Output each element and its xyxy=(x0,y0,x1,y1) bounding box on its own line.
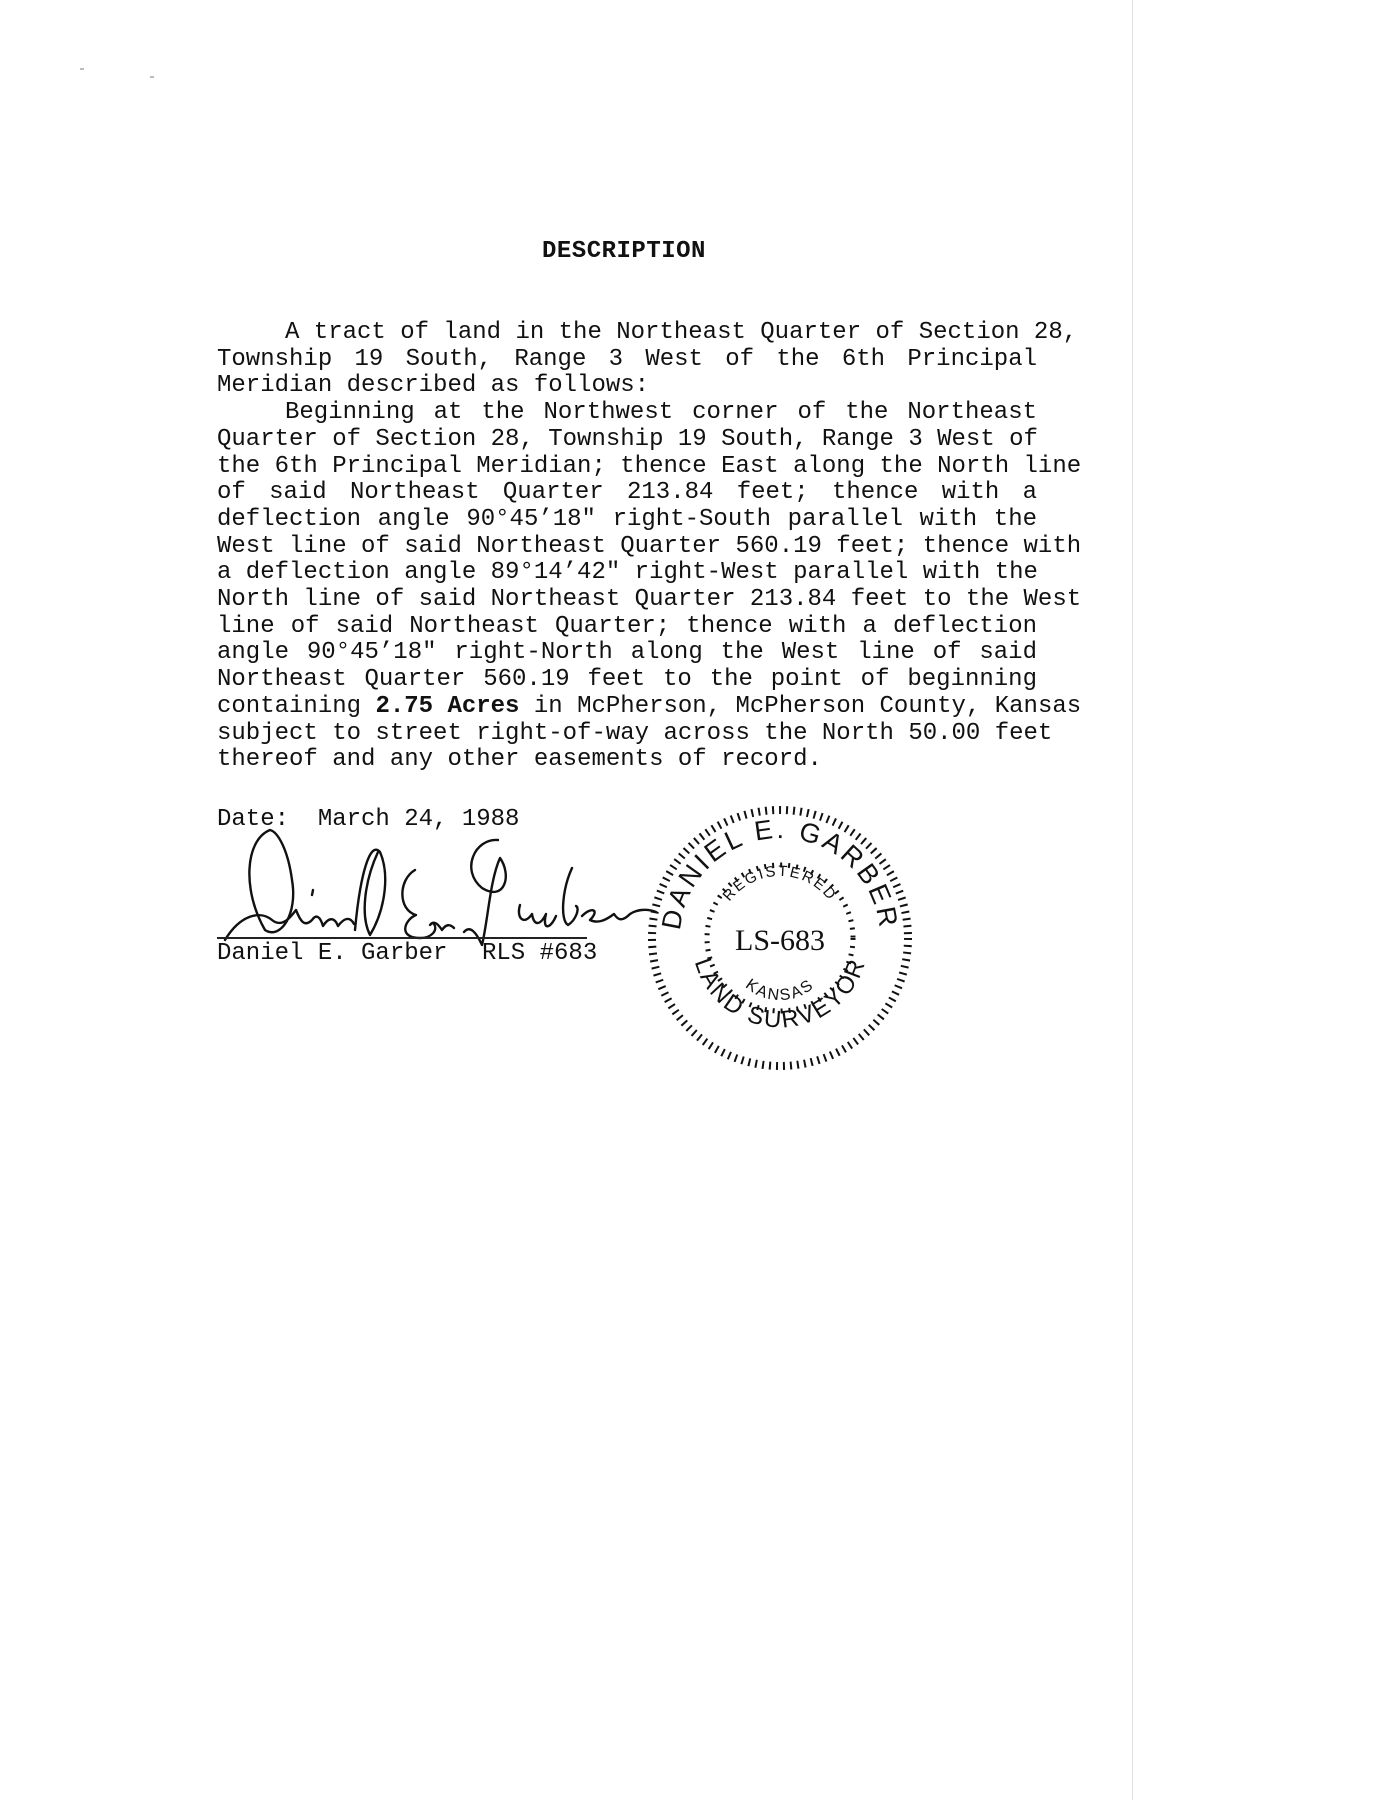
containing-prefix: containing xyxy=(217,692,376,720)
paragraph-line: Northeast Quarter 560.19 feet to the point of beginning xyxy=(217,666,1037,694)
acreage: 2.75 Acres xyxy=(375,692,520,720)
paragraph-line: deflection angle 90°45’18" right-South parallel with the xyxy=(217,505,1037,533)
paragraph-line: A tract of land in the Northeast Quarter of Section 28, xyxy=(285,319,1078,346)
paragraph-line: thereof and any other easements of record. xyxy=(217,746,822,774)
paragraph-line: angle 90°45’18" right-North along the West line of said xyxy=(217,639,1037,667)
handwritten-signature xyxy=(220,820,660,950)
page-edge-line xyxy=(1132,0,1133,1800)
seal-top-inner-text: REGISTERED xyxy=(719,862,841,905)
paragraph-line: North line of said Northeast Quarter 213.84 feet to the West xyxy=(217,586,1082,614)
paragraph-line: the 6th Principal Meridian; thence East along the North line xyxy=(217,452,1082,480)
svg-text:REGISTERED xyxy=(720,863,841,905)
legal-description xyxy=(217,319,1082,774)
paragraph-line: subject to street right-of-way across the North 50.00 feet xyxy=(217,719,1053,747)
signer-license: RLS #683 xyxy=(482,940,598,967)
paragraph-line: Township 19 South, Range 3 West of the 6th Principal xyxy=(217,345,1037,373)
document-title: DESCRIPTION xyxy=(542,238,706,265)
surveyor-seal xyxy=(640,798,920,1078)
paragraph-line: a deflection angle 89°14’42" right-West parallel with the xyxy=(217,559,1038,587)
date-line: Date: March 24, 1988 xyxy=(217,806,520,833)
seal-outer-text: DANIEL E. GARBER xyxy=(656,813,904,932)
paragraph-line: West line of said Northeast Quarter 560.19 feet; thence with xyxy=(217,532,1082,560)
paragraph-line: of said Northeast Quarter 213.84 feet; thence with a xyxy=(217,479,1037,507)
paragraph-line: Quarter of Section 28, Township 19 South, Range 3 West of xyxy=(217,425,1038,453)
signer-name: Daniel E. Garber xyxy=(217,940,448,967)
scan-speck xyxy=(150,76,154,78)
paragraph-line: line of said Northeast Quarter; thence with a deflection xyxy=(217,612,1037,640)
containing-suffix: in McPherson, McPherson County, Kansas xyxy=(519,692,1082,720)
seal-state-text: KANSAS xyxy=(742,976,818,1005)
seal-license-number: LS-683 xyxy=(735,924,825,957)
signature-line xyxy=(217,937,587,939)
paragraph-line: Meridian described as follows: xyxy=(217,372,650,400)
containing-line xyxy=(217,692,1082,721)
scan-speck xyxy=(80,68,84,70)
seal-bottom-outer-text: LAND SURVEYOR xyxy=(688,954,872,1034)
svg-text:KANSAS xyxy=(742,976,817,1004)
paragraph-line: Beginning at the Northwest corner of the Northeast xyxy=(285,399,1037,427)
